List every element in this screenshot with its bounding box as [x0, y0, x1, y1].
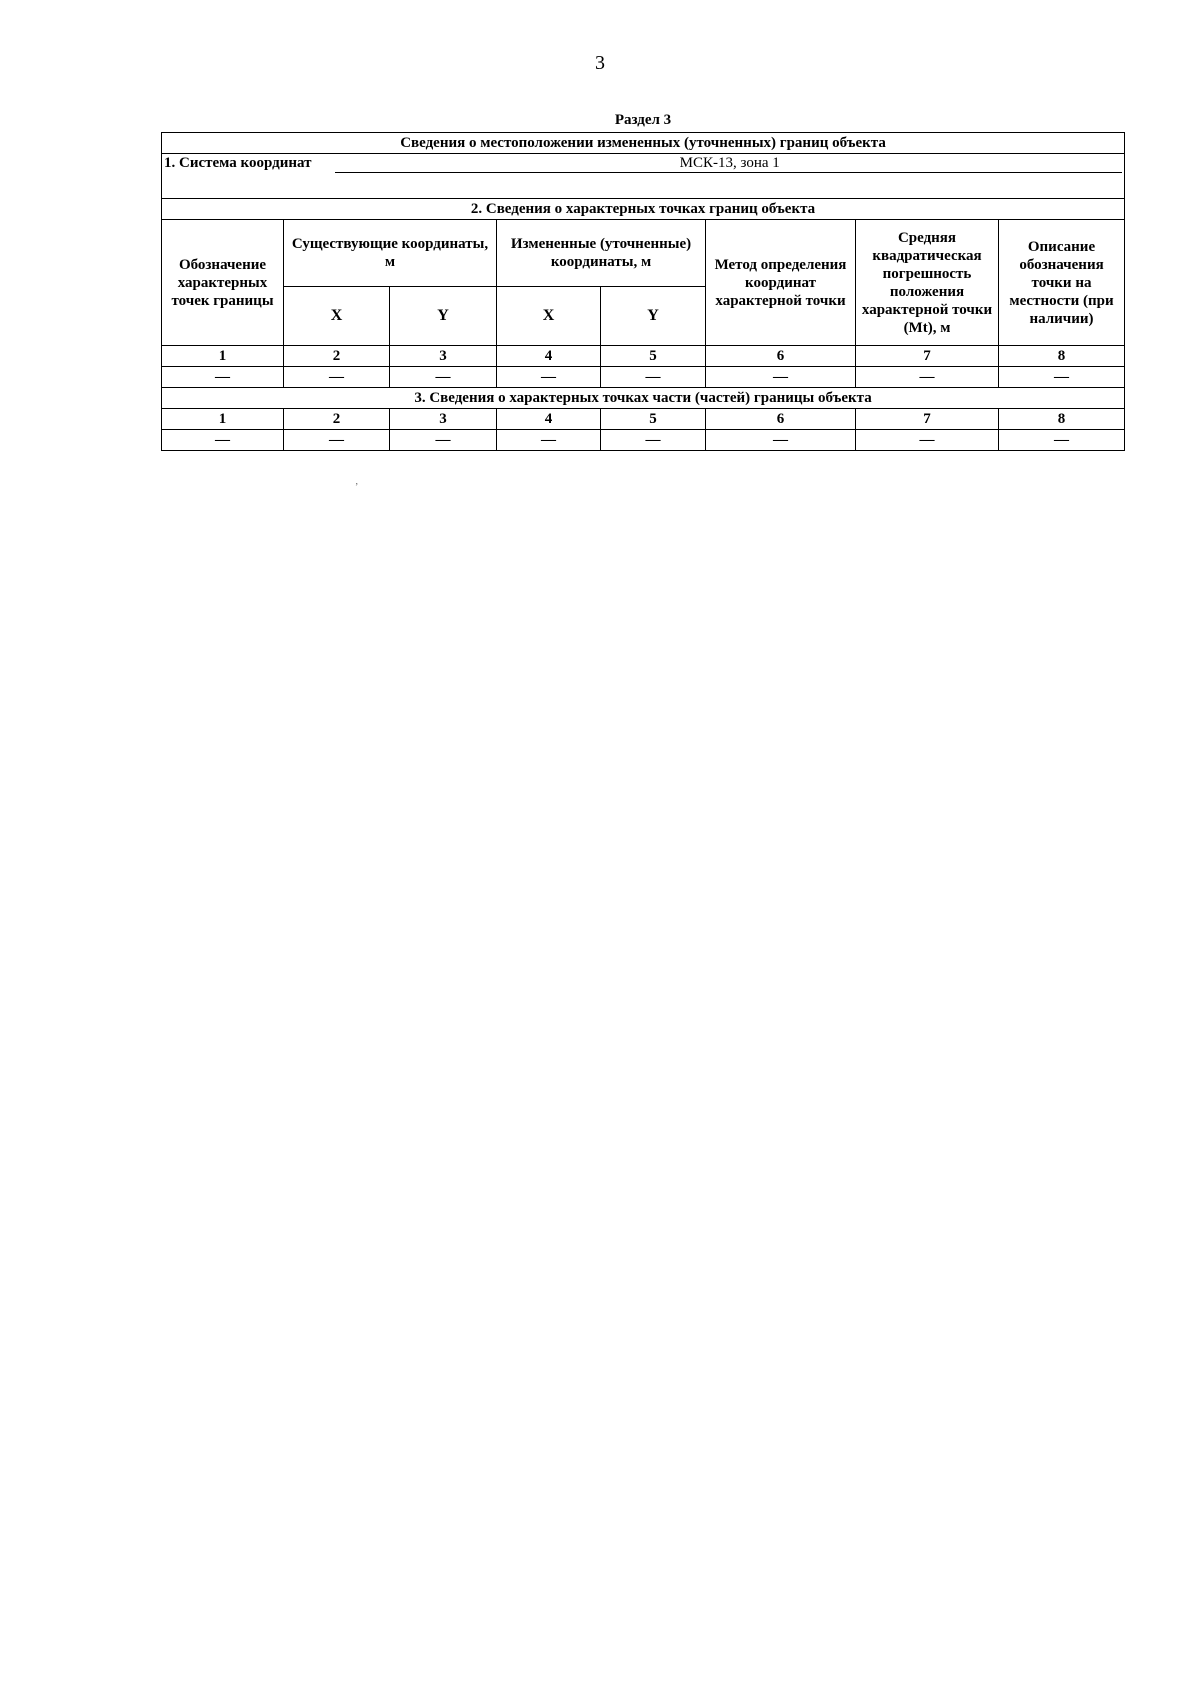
table-cell: —	[162, 430, 284, 451]
header-designation: Обозначение характерных точек границы	[162, 220, 284, 346]
table-cell: —	[390, 367, 497, 388]
table-cell: —	[706, 367, 856, 388]
column-number: 8	[999, 346, 1125, 367]
table-cell: —	[162, 367, 284, 388]
table-cell: —	[284, 367, 390, 388]
table-cell: —	[856, 367, 999, 388]
page-number: 3	[595, 52, 605, 74]
header-existing-x: X	[284, 287, 390, 346]
header-changed-x: X	[497, 287, 601, 346]
column-number: 3	[390, 346, 497, 367]
column-number: 2	[284, 409, 390, 430]
points-column-numbers-row	[162, 346, 1125, 367]
column-number: 6	[706, 409, 856, 430]
parts-section-title: 3. Сведения о характерных точках части (частей) границы объекта	[162, 388, 1125, 409]
column-number: 6	[706, 346, 856, 367]
column-number: 4	[497, 409, 601, 430]
table-cell: —	[601, 367, 706, 388]
column-number: 5	[601, 409, 706, 430]
table-row	[162, 367, 1125, 388]
header-existing-y: Y	[390, 287, 497, 346]
column-number: 7	[856, 409, 999, 430]
table-cell: —	[284, 430, 390, 451]
header-changed-coordinates: Измененные (уточненные) координаты, м	[497, 220, 706, 287]
header-method: Метод определения координат характерной точки	[706, 220, 856, 346]
table-cell: —	[856, 430, 999, 451]
table-cell: —	[601, 430, 706, 451]
column-number: 5	[601, 346, 706, 367]
column-number: 8	[999, 409, 1125, 430]
table-cell: —	[497, 367, 601, 388]
column-number: 1	[162, 409, 284, 430]
table-cell: —	[390, 430, 497, 451]
header-error: Средняя квадратическая погрешность положения характерной точки (Mt), м	[856, 220, 999, 346]
coordinate-system-label: 1. Система координат	[164, 155, 312, 171]
points-section-title: 2. Сведения о характерных точках границ объекта	[162, 199, 1125, 220]
stray-mark: ʼ	[355, 482, 359, 493]
coordinate-system-value: МСК-13, зона 1	[335, 154, 1122, 173]
column-number: 1	[162, 346, 284, 367]
table-cell: —	[999, 430, 1125, 451]
parts-column-numbers-row	[162, 409, 1125, 430]
coordinate-system-row	[162, 154, 1125, 175]
table-cell: —	[999, 367, 1125, 388]
header-existing-coordinates: Существующие координаты, м	[284, 220, 497, 287]
table-title: Сведения о местоположении измененных (уточненных) границ объекта	[162, 133, 1125, 154]
section-title: Раздел 3	[614, 112, 672, 128]
column-number: 3	[390, 409, 497, 430]
boundary-table	[161, 132, 1125, 451]
coordinate-system-spacer	[162, 174, 1125, 199]
header-description: Описание обозначения точки на местности (при наличии)	[999, 220, 1125, 346]
column-number: 2	[284, 346, 390, 367]
table-cell: —	[706, 430, 856, 451]
table-cell: —	[497, 430, 601, 451]
table-row	[162, 430, 1125, 451]
column-number: 4	[497, 346, 601, 367]
header-changed-y: Y	[601, 287, 706, 346]
column-number: 7	[856, 346, 999, 367]
